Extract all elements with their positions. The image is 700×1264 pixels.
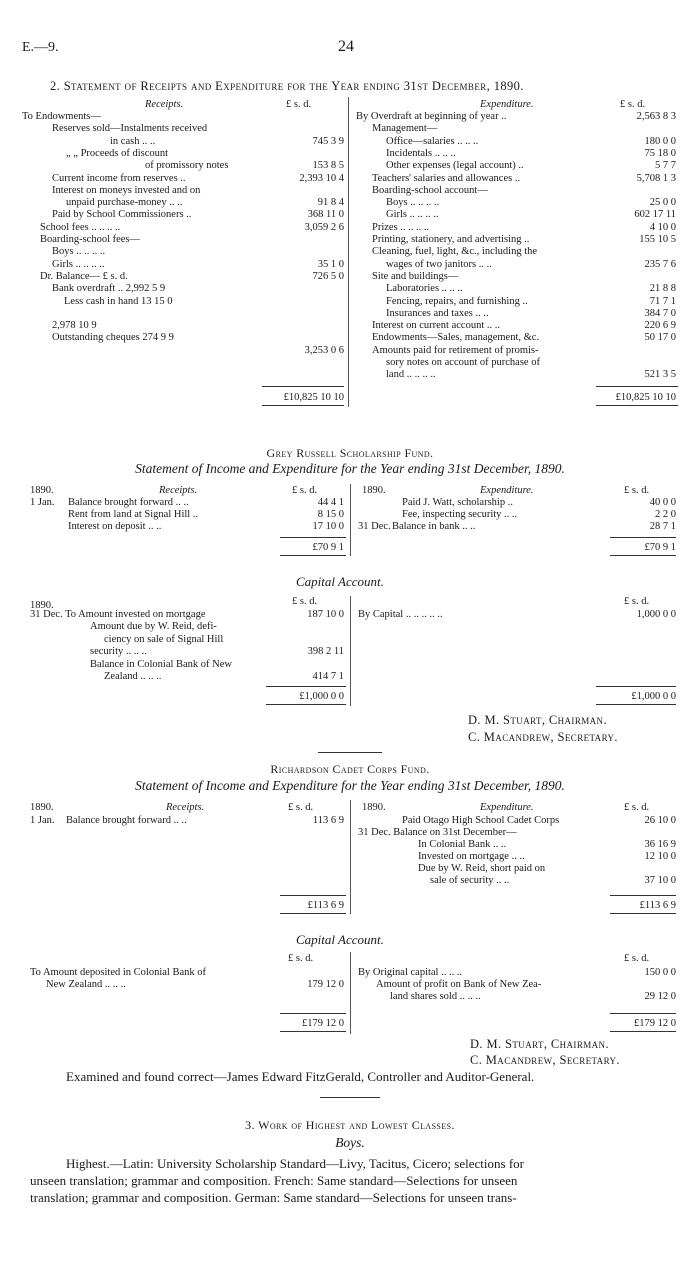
expenditure-row-label: Boarding-school account— <box>372 184 488 196</box>
expenditure-row-label: land .. .. .. .. <box>386 369 436 381</box>
receipt-row-label: Girls .. .. .. .. <box>52 258 105 270</box>
section-rule <box>320 1097 380 1098</box>
expenditure-row-label: sory notes on account of purchase of <box>386 357 540 368</box>
grey-expenditure-date: 31 Dec. <box>358 521 391 532</box>
expenditure-row-amount: 521 3 5 <box>644 369 676 381</box>
cadet-expenditure-amount: 36 16 9 <box>644 839 676 850</box>
receipt-row-amount: 368 11 0 <box>307 209 344 221</box>
receipts-heading: Receipts. <box>145 99 184 110</box>
grey-capital-currency-right: £ s. d. <box>624 596 650 607</box>
column-divider <box>348 97 349 407</box>
grey-capital-right-label: By Capital .. .. .. .. .. <box>358 609 443 620</box>
grey-capital-year: 1890. <box>30 600 54 611</box>
grey-total-left: £70 9 1 <box>312 542 344 553</box>
cadet-capital-currency-right: £ s. d. <box>624 953 650 964</box>
grey-capital-right-total: £1,000 0 0 <box>631 691 676 702</box>
receipt-row-label: Boarding-school fees— <box>40 234 141 245</box>
cadet-expenditure-label: In Colonial Bank .. .. <box>418 839 507 850</box>
cadet-expenditure-amount: 26 10 0 <box>644 815 676 826</box>
cadet-expenditure-heading: Expenditure. <box>480 802 534 813</box>
grey-expenditure-label: Balance in bank .. .. <box>392 521 476 532</box>
expenditure-row-label: Printing, stationery, and advertising .. <box>372 234 530 245</box>
receipt-row-label: Interest on moneys invested and on <box>52 184 201 196</box>
cadet-expenditure-label: Due by W. Reid, short paid on <box>418 863 546 874</box>
grey-capital-amount: 414 7 1 <box>312 671 344 682</box>
rule <box>610 1031 676 1032</box>
rule <box>280 555 346 556</box>
expenditure-row-label: Girls .. .. .. .. <box>386 209 439 221</box>
grey-capital-heading: Capital Account. <box>296 574 384 589</box>
grey-receipts-heading: Receipts. <box>159 485 198 496</box>
grey-capital-line: security .. .. .. <box>90 646 147 658</box>
cadet-currency: £ s. d. <box>288 802 314 813</box>
grey-receipt-label: Balance brought forward .. .. <box>68 497 189 508</box>
receipt-row-label: Bank overdraft .. 2,992 5 9 <box>52 283 166 295</box>
receipt-row-label: Current income from reserves .. <box>52 172 186 184</box>
expenditure-row-amount: 235 7 6 <box>644 258 676 270</box>
cadet-receipt-amount: 113 6 9 <box>312 815 344 826</box>
expenditure-row-amount: 180 0 0 <box>644 135 676 147</box>
expenditure-row-amount: 50 17 0 <box>644 332 676 344</box>
cadet-chairman: D. M. Stuart, Chairman. <box>470 1037 609 1051</box>
receipt-row-label: Paid by School Commissioners .. <box>52 209 192 221</box>
column-divider <box>350 484 351 556</box>
receipt-row-label: School fees .. .. .. .. <box>40 221 121 233</box>
rule <box>610 913 676 914</box>
receipt-row-label: Outstanding cheques 274 9 9 <box>52 332 174 344</box>
rule <box>266 686 346 687</box>
receipt-row-label: unpaid purchase-money .. .. <box>66 197 183 209</box>
grey-secretary: C. Macandrew, Secretary. <box>468 730 618 744</box>
cadet-capital-left-amount: 179 12 0 <box>307 979 344 990</box>
cadet-expenditure-amount: 12 10 0 <box>644 851 676 862</box>
grey-receipt-amount: 8 15 0 <box>317 509 344 520</box>
total-right: £10,825 10 10 <box>615 392 676 403</box>
cadet-right-year: 1890. <box>362 802 386 813</box>
grey-capital-line: ciency on sale of Signal Hill <box>104 633 224 645</box>
expenditure-row-label: Fencing, repairs, and furnishing .. <box>386 295 528 307</box>
cadet-receipt-date: 1 Jan. <box>30 815 55 826</box>
grey-receipt-amount: 44 4 1 <box>317 497 344 508</box>
expenditure-row-amount: 220 6 9 <box>644 320 676 332</box>
paragraph-line: unseen translation; grammar and composition. French: Same standard—Selections for unseen <box>30 1173 518 1188</box>
rule <box>610 555 676 556</box>
expenditure-row-amount: 75 18 0 <box>644 147 676 159</box>
expenditure-row-amount: 71 7 1 <box>649 295 676 307</box>
grey-capital-line: Zealand .. .. .. <box>104 671 162 682</box>
statement-title: 2. Statement of Receipts and Expenditure for the Year ending 31st December, 1890. <box>50 79 524 93</box>
grey-currency-right: £ s. d. <box>624 485 650 496</box>
grey-capital-amount: 187 10 0 <box>307 609 344 620</box>
expenditure-row-amount: 384 7 0 <box>644 307 676 319</box>
grey-capital-left-total: £1,000 0 0 <box>299 691 344 702</box>
expenditure-row-label: Boys .. .. .. .. <box>386 197 440 209</box>
grey-expenditure-amount: 28 7 1 <box>649 521 676 532</box>
expenditure-row-label: Laboratories .. .. .. <box>386 283 463 295</box>
section3-subtitle: Boys. <box>335 1135 365 1150</box>
grey-expenditure-amount: 2 2 0 <box>655 509 676 520</box>
column-divider <box>350 800 351 914</box>
cadet-capital-left-total: £179 12 0 <box>302 1018 344 1029</box>
receipt-row-label: Less cash in hand 13 15 0 <box>64 295 173 307</box>
grey-receipt-date: 1 Jan. <box>30 497 55 508</box>
expenditure-row-label: Insurances and taxes .. .. <box>386 307 489 319</box>
cadet-subtitle: Statement of Income and Expenditure for the Year ending 31st December, 1890. <box>135 778 565 793</box>
expenditure-row-amount: 602 17 11 <box>634 209 676 221</box>
receipt-row-label: Dr. Balance— £ s. d. <box>40 270 128 282</box>
rule <box>596 386 678 387</box>
grey-capital-amount: 398 2 11 <box>307 646 344 658</box>
receipt-row-amount: 3,253 0 6 <box>304 344 344 356</box>
expenditure-row-label: Site and buildings— <box>372 270 459 282</box>
rule <box>596 704 676 705</box>
cadet-capital-right-amount1: 150 0 0 <box>644 967 676 978</box>
grey-capital-right-amount: 1,000 0 0 <box>636 609 676 620</box>
grey-capital-line: Amount due by W. Reid, defi- <box>90 621 217 633</box>
rule <box>596 405 678 406</box>
receipt-row-label: Boys .. .. .. .. <box>52 246 106 258</box>
currency-header-left: £ s. d. <box>286 99 312 110</box>
page-number: 24 <box>338 38 354 55</box>
grey-capital-line: 31 Dec. To Amount invested on mortgage <box>30 609 206 620</box>
grey-currency: £ s. d. <box>292 485 318 496</box>
cadet-receipt-label: Balance brought forward .. .. <box>66 815 187 826</box>
receipt-row-label: in cash .. .. <box>110 135 156 147</box>
cadet-capital-right-line3: land shares sold .. .. .. <box>390 991 481 1002</box>
receipt-row-amount: 153 8 5 <box>312 160 344 172</box>
expenditure-heading: Expenditure. <box>480 99 534 110</box>
grey-expenditure-amount: 40 0 0 <box>649 497 676 508</box>
currency-header-right: £ s. d. <box>620 99 646 110</box>
expenditure-row-label: Management— <box>372 123 438 135</box>
grey-total-right: £70 9 1 <box>644 542 676 553</box>
grey-left-year: 1890. <box>30 485 54 496</box>
rule <box>280 1031 346 1032</box>
cadet-expenditure-amount: 37 10 0 <box>644 875 676 886</box>
column-divider <box>350 952 351 1034</box>
rule <box>610 895 676 896</box>
rule <box>610 1013 676 1014</box>
column-divider <box>350 596 351 706</box>
receipt-row-amount: 2,393 10 4 <box>299 172 344 184</box>
cadet-capital-heading: Capital Account. <box>296 932 384 947</box>
grey-subtitle: Statement of Income and Expenditure for the Year ending 31st December, 1890. <box>135 461 565 476</box>
grey-expenditure-label: Paid J. Watt, scholarship .. <box>402 497 513 508</box>
expenditure-row-label: Endowments—Sales, management, &c. <box>372 332 540 344</box>
expenditure-row-amount: 5 7 7 <box>655 160 676 172</box>
cadet-capital-right-line2: Amount of profit on Bank of New Zea- <box>376 979 542 990</box>
expenditure-row-label: Amounts paid for retirement of promis- <box>372 344 539 356</box>
cadet-title: Richardson Cadet Corps Fund. <box>270 762 430 776</box>
grey-receipt-label: Interest on deposit .. .. <box>68 521 162 532</box>
paragraph-line: translation; grammar and composition. German: Same standard—Selections for unseen trans- <box>30 1190 517 1205</box>
rule <box>266 704 346 705</box>
rule <box>262 405 344 406</box>
receipt-row-amount: 91 8 4 <box>317 197 344 209</box>
receipt-row-label: To Endowments— <box>22 111 101 122</box>
expenditure-row-amount: 4 10 0 <box>649 221 676 233</box>
grey-receipt-amount: 17 10 0 <box>312 521 344 532</box>
page-code: E.—9. <box>22 40 59 55</box>
expenditure-row-amount: 2,563 8 3 <box>636 111 676 122</box>
cadet-capital-right-total: £179 12 0 <box>634 1018 676 1029</box>
examined-line: Examined and found correct—James Edward FitzGerald, Controller and Auditor-General. <box>66 1069 535 1084</box>
rule <box>280 1013 346 1014</box>
section-rule <box>318 752 382 753</box>
cadet-total-left: £113 6 9 <box>307 900 344 911</box>
cadet-capital-currency: £ s. d. <box>288 953 314 964</box>
expenditure-row-amount: 21 8 8 <box>649 283 676 295</box>
rule <box>262 386 344 387</box>
receipt-row-label: of promissory notes <box>145 160 229 172</box>
expenditure-row-amount: 25 0 0 <box>649 197 676 209</box>
expenditure-row-label: Teachers' salaries and allowances .. <box>372 172 521 184</box>
grey-title: Grey Russell Scholarship Fund. <box>266 446 434 460</box>
expenditure-row-amount: 5,708 1 3 <box>636 172 676 184</box>
grey-expenditure-heading: Expenditure. <box>480 485 534 496</box>
cadet-total-right: £113 6 9 <box>639 900 676 911</box>
section3-title: 3. Work of Highest and Lowest Classes. <box>245 1118 455 1132</box>
cadet-expenditure-label: Invested on mortgage .. .. <box>418 851 525 862</box>
expenditure-row-label: Interest on current account .. .. <box>372 320 500 332</box>
rule <box>610 537 676 538</box>
cadet-secretary: C. Macandrew, Secretary. <box>470 1053 620 1067</box>
rule <box>280 895 346 896</box>
expenditure-row-amount: 155 10 5 <box>639 234 676 245</box>
expenditure-row-label: Incidentals .. .. .. <box>386 147 456 159</box>
rule <box>280 913 346 914</box>
receipt-row-amount: 745 3 9 <box>312 135 344 147</box>
expenditure-row-label: Other expenses (legal account) .. <box>386 160 524 172</box>
grey-capital-currency: £ s. d. <box>292 596 318 607</box>
grey-receipt-label: Rent from land at Signal Hill .. <box>68 509 199 520</box>
receipt-row-amount: 35 1 0 <box>317 258 344 270</box>
cadet-capital-right-line1: By Original capital .. .. .. <box>358 967 463 978</box>
cadet-currency-right: £ s. d. <box>624 802 650 813</box>
cadet-capital-left-line1: To Amount deposited in Colonial Bank of <box>30 967 207 978</box>
cadet-expenditure-label: 31 Dec. Balance on 31st December— <box>358 827 517 838</box>
expenditure-row-label: Prizes .. .. .. .. <box>372 221 430 233</box>
cadet-left-year: 1890. <box>30 802 54 813</box>
receipt-row-label: Reserves sold—Instalments received <box>52 123 208 135</box>
grey-capital-line: Balance in Colonial Bank of New <box>90 658 233 670</box>
cadet-receipts-heading: Receipts. <box>166 802 205 813</box>
cadet-expenditure-label: sale of security .. .. <box>430 875 510 886</box>
receipt-row-label: 2,978 10 9 <box>52 320 97 332</box>
rule <box>280 537 346 538</box>
expenditure-row-label: By Overdraft at beginning of year .. <box>356 111 507 122</box>
receipt-row-label: „ „ Proceeds of discount <box>66 147 169 159</box>
expenditure-row-label: Cleaning, fuel, light, &c., including the <box>372 246 538 258</box>
paragraph-line: Highest.—Latin: University Scholarship Standard—Livy, Tacitus, Cicero; selections for <box>66 1156 524 1171</box>
total-left: £10,825 10 10 <box>283 392 344 403</box>
grey-chairman: D. M. Stuart, Chairman. <box>468 713 607 727</box>
receipt-row-amount: 3,059 2 6 <box>304 221 344 233</box>
rule <box>596 686 676 687</box>
expenditure-row-label: Office—salaries .. .. .. <box>386 135 479 147</box>
cadet-capital-left-line2: New Zealand .. .. .. <box>46 979 126 990</box>
grey-expenditure-label: Fee, inspecting security .. .. <box>402 509 518 520</box>
cadet-expenditure-label: Paid Otago High School Cadet Corps <box>402 815 560 826</box>
cadet-capital-right-amount2: 29 12 0 <box>644 991 676 1002</box>
receipt-row-amount: 726 5 0 <box>312 270 344 282</box>
expenditure-row-label: wages of two janitors .. .. <box>386 258 492 270</box>
grey-right-year: 1890. <box>362 485 386 496</box>
